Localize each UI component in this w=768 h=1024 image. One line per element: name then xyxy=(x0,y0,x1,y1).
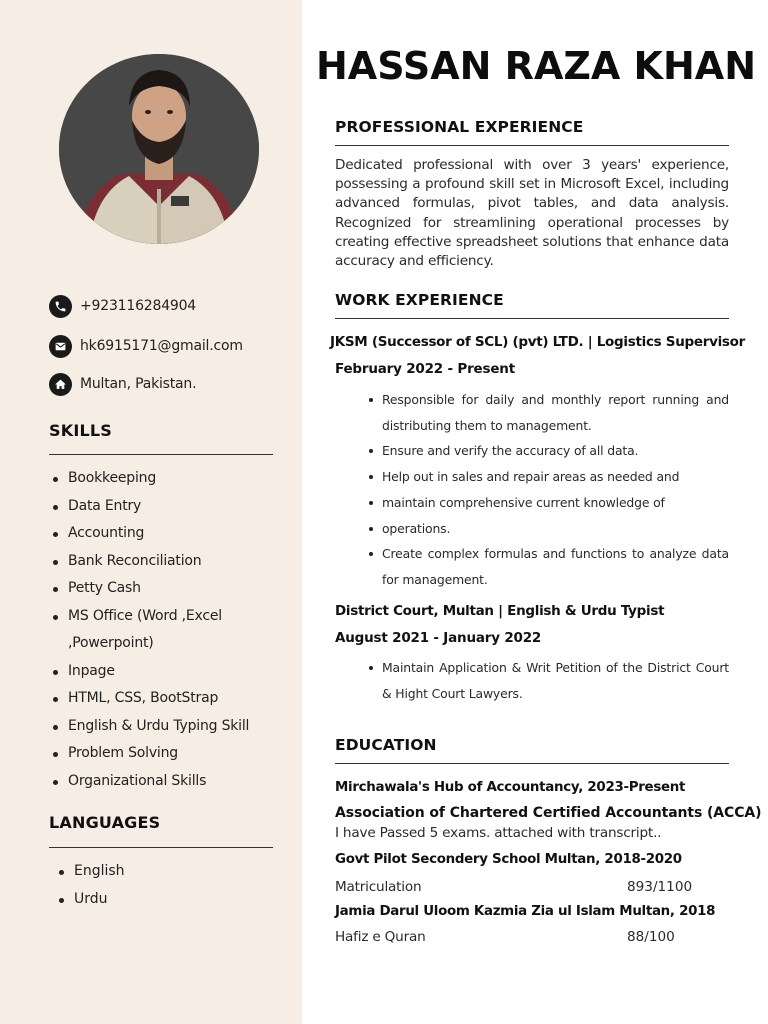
skill-item: Problem Solving xyxy=(49,740,249,768)
email-text: hk6915171@gmail.com xyxy=(80,338,243,354)
sidebar xyxy=(0,0,302,1024)
work-divider xyxy=(335,318,729,319)
languages-list xyxy=(56,858,125,913)
skill-item: Inpage xyxy=(49,658,249,686)
acca-school: Mirchawala's Hub of Accountancy, 2023-Present xyxy=(335,780,686,795)
duty-item: Help out in sales and repair areas as needed and xyxy=(382,464,729,490)
skills-heading: SKILLS xyxy=(49,421,112,440)
skill-item: MS Office (Word ,Excel xyxy=(49,603,249,631)
duty-item: Responsible for daily and monthly report running and distributing them to management. xyxy=(382,387,729,438)
skill-item: English & Urdu Typing Skill xyxy=(49,713,249,741)
skill-item: Accounting xyxy=(49,520,249,548)
skill-item: Bookkeeping xyxy=(49,465,249,493)
skill-item-continued xyxy=(49,630,249,658)
languages-heading: LANGUAGES xyxy=(49,813,161,832)
phone-text: +923116284904 xyxy=(80,298,197,314)
school-name: Govt Pilot Secondery School Multan, 2018-2020 xyxy=(335,852,682,867)
job-title: District Court, Multan | English & Urdu Typist xyxy=(335,603,665,619)
job-title: JKSM (Successor of SCL) (pvt) LTD. | Logistics Supervisor xyxy=(330,334,745,350)
job-dates: August 2021 - January 2022 xyxy=(335,630,542,646)
skill-item: Organizational Skills xyxy=(49,768,249,796)
language-item: English xyxy=(56,858,125,886)
candidate-name: HASSAN RAZA KHAN xyxy=(316,44,757,88)
professional-summary: Dedicated professional with over 3 years' experience, possessing a profound skill set in Microsoft Excel, including advanced formulas, pivot tables, and data analysis. Recognized for streamlining operational processes by creating effective spreadsheet solutions that enhance data accuracy and efficiency. xyxy=(335,157,729,270)
jamia-name: Jamia Darul Uloom Kazmia Zia ul Islam Multan, 2018 xyxy=(335,904,716,919)
phone-icon xyxy=(49,295,72,318)
languages-divider xyxy=(49,847,273,848)
professional-divider xyxy=(335,145,729,146)
acca-title: Association of Chartered Certified Accountants (ACCA) xyxy=(335,805,762,821)
acca-note: I have Passed 5 exams. attached with transcript.. xyxy=(335,825,662,841)
skill-item-continued-text: ,Powerpoint) xyxy=(68,635,154,651)
contact-phone xyxy=(49,294,289,318)
contact-email xyxy=(49,334,289,358)
professional-heading: PROFESSIONAL EXPERIENCE xyxy=(335,118,584,136)
language-item: Urdu xyxy=(56,886,125,914)
skill-item: Bank Reconciliation xyxy=(49,548,249,576)
profile-photo-image xyxy=(59,54,259,244)
skill-item: Data Entry xyxy=(49,493,249,521)
matric-score: 893/1100 xyxy=(627,879,693,895)
skill-item: HTML, CSS, BootStrap xyxy=(49,685,249,713)
education-divider xyxy=(335,763,729,764)
skills-divider xyxy=(49,454,273,455)
job-dates: February 2022 - Present xyxy=(335,361,515,377)
duty-item: Maintain Application & Writ Petition of the District Court & Hight Court Lawyers. xyxy=(382,655,729,706)
envelope-icon xyxy=(49,335,72,358)
profile-photo xyxy=(59,54,259,244)
duty-item: Create complex formulas and functions to analyze data for management. xyxy=(382,541,729,592)
duty-item: Ensure and verify the accuracy of all data. xyxy=(382,438,729,464)
matric-label: Matriculation xyxy=(335,879,422,895)
home-icon xyxy=(49,373,72,396)
duty-item: maintain comprehensive current knowledge of xyxy=(382,490,729,516)
skills-list xyxy=(49,465,249,795)
education-heading: EDUCATION xyxy=(335,736,437,754)
hafiz-label: Hafiz e Quran xyxy=(335,929,426,945)
job-duties xyxy=(382,655,729,706)
location-text: Multan, Pakistan. xyxy=(80,376,197,392)
hafiz-score: 88/100 xyxy=(627,929,675,945)
work-heading: WORK EXPERIENCE xyxy=(335,291,504,309)
duty-item: operations. xyxy=(382,516,729,542)
contact-location xyxy=(49,372,289,396)
skill-item: Petty Cash xyxy=(49,575,249,603)
job-duties xyxy=(382,387,729,593)
